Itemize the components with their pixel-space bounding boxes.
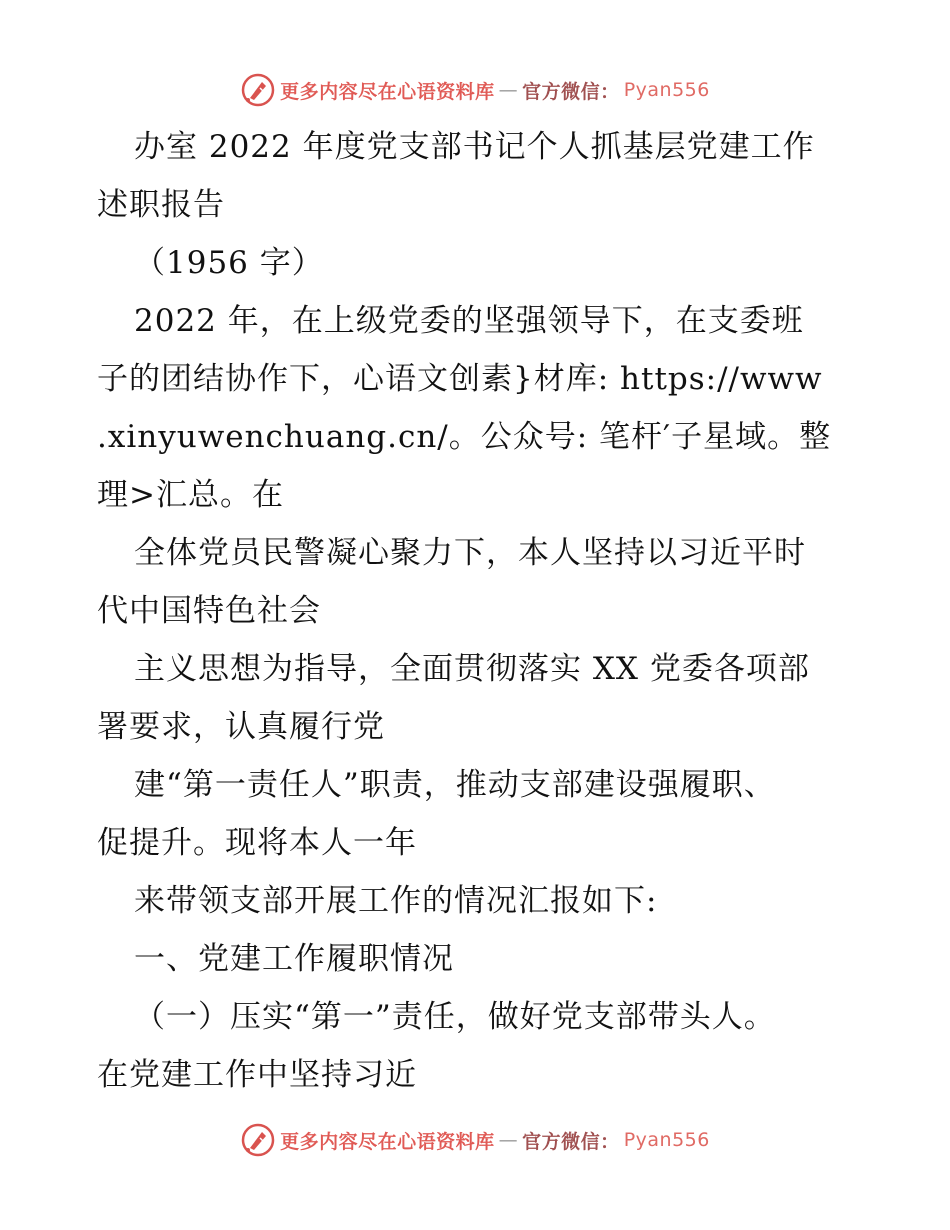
document-line: 一、党建工作履职情况	[134, 941, 454, 977]
document-line: （1956 字）	[134, 245, 324, 281]
document-line: 促提升。现将本人一年	[97, 825, 417, 861]
document-line: 署要求，认真履行党	[97, 709, 385, 745]
document-line: 建“第一责任人”职责，推动支部建设强履职、	[134, 767, 776, 803]
watermark-wechat-label: 官方微信：	[522, 1130, 620, 1153]
watermark-dash: —	[498, 1129, 519, 1151]
document-line: 来带领支部开展工作的情况汇报如下:	[134, 883, 658, 919]
watermark-wechat-id: Pyan556	[623, 1129, 710, 1151]
document-line: 在党建工作中坚持习近	[97, 1057, 417, 1093]
watermark-footer	[0, 1120, 950, 1160]
document-line: （一）压实“第一”责任，做好党支部带头人。	[134, 999, 776, 1035]
watermark-main-text: 更多内容尽在心语资料库	[280, 1130, 495, 1153]
document-body	[97, 118, 857, 1104]
pen-nib-logo-icon	[240, 72, 276, 108]
document-line: 子的团结协作下，心语文创素}材库: https://www	[97, 361, 823, 397]
document-line: 全体党员民警凝心聚力下，本人坚持以习近平时	[134, 535, 806, 571]
document-line: 理>汇总。在	[97, 477, 284, 513]
document-line: 代中国特色社会	[97, 593, 321, 629]
watermark-header	[0, 70, 950, 110]
document-line: 主义思想为指导，全面贯彻落实 XX 党委各项部	[134, 651, 810, 687]
watermark-main-text: 更多内容尽在心语资料库	[280, 80, 495, 103]
watermark-wechat-label: 官方微信：	[522, 80, 620, 103]
watermark-dash: —	[498, 79, 519, 101]
document-line: 2022 年，在上级党委的坚强领导下，在支委班	[134, 303, 804, 339]
document-line: 述职报告	[97, 187, 225, 223]
document-line: 办室 2022 年度党支部书记个人抓基层党建工作	[134, 129, 815, 165]
watermark-wechat-id: Pyan556	[623, 79, 710, 101]
document-line: .xinyuwenchuang.cn/。公众号: 笔杆′子星域。整	[97, 419, 832, 455]
pen-nib-logo-icon	[240, 1122, 276, 1158]
